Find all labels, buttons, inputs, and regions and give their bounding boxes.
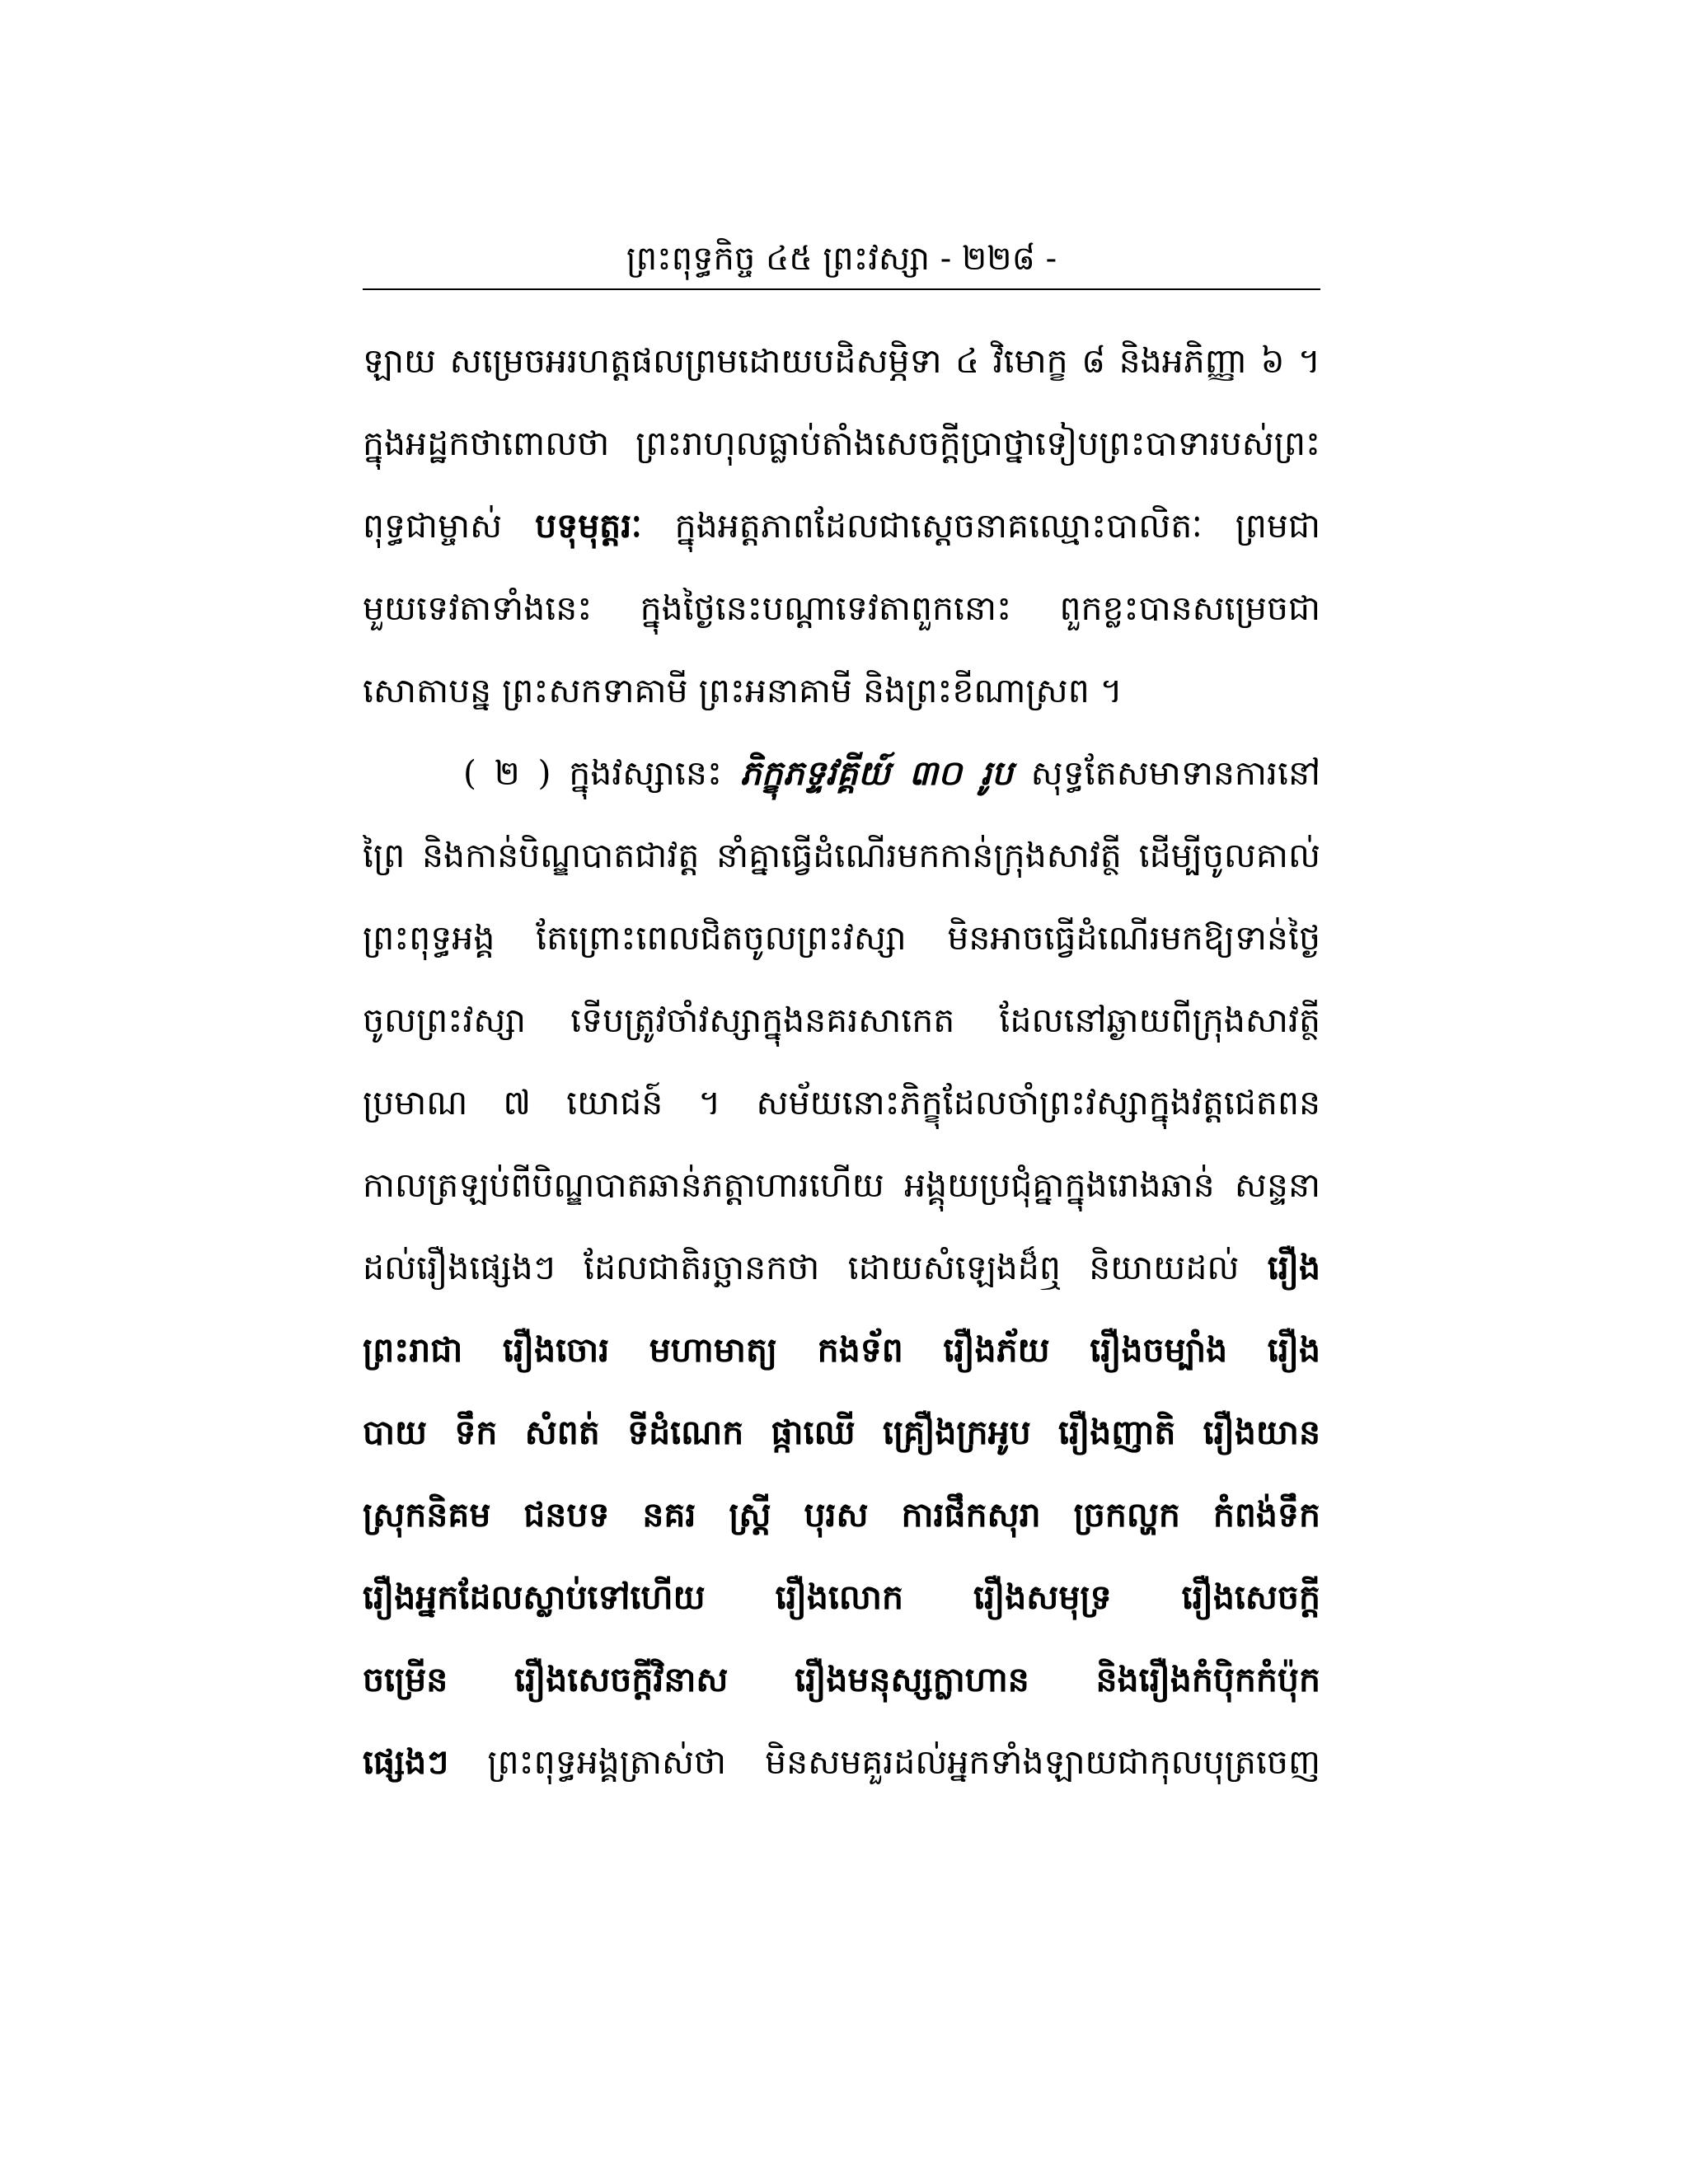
paragraph-end-line: សោតាបន្ន ព្រះសកទាគាមី ព្រះអនាគាមី និងព្រះខីណាស្រព ។ xyxy=(363,671,1123,710)
bold-text-line: បាយ ទឹក សំពត់ ទីដំណេក ផ្កាឈើ គ្រឿងក្រអូប រឿងញាតិ រឿងយាន xyxy=(363,1413,1320,1452)
text-line: ក្នុងអដ្ឋកថាពោលថា ព្រះរាហុលធ្លាប់តាំងសេចក្ដីប្រាថ្នាទៀបព្រះបាទារបស់ព្រះ xyxy=(363,424,1320,463)
paragraph-start-line xyxy=(363,732,1320,814)
text-line: ព្រះពុទ្ធអង្គ តែព្រោះពេលជិតចូលព្រះវស្សា មិនអាចធ្វើដំណើរមកឱ្យទាន់ថ្ងៃ xyxy=(363,918,1320,958)
text-line: ព្រៃ និងកាន់បិណ្ឌបាតជាវត្ត នាំគ្នាធ្វើដំណើរមកកាន់ក្រុងសាវត្ថី ដើម្បីចូលគាល់ xyxy=(363,836,1320,875)
text-run: ដល់រឿងផ្សេងៗ ដែលជាតិរច្ឆានកថា ដោយសំឡេងដ៏ឮ និយាយដល់ xyxy=(363,1248,1268,1287)
text-line xyxy=(363,485,1320,567)
text-run: ពុទ្ធជាម្ចាស់ xyxy=(363,506,536,546)
text-line: ឡាយ សម្រេចអរហត្តផលព្រមដោយបដិសម្ភិទា ៤ វិមោក្ខ ៨ និងអភិញ្ញា ៦ ។ xyxy=(363,341,1320,381)
text-run: ក្នុងអត្តភាពដែលជាស្ដេចនាគឈ្មោះបាលិតៈ ព្រមជា xyxy=(641,506,1320,546)
running-title: ព្រះពុទ្ធកិច្ច ៤៥ ព្រះវស្សា xyxy=(626,240,931,278)
text-run: ព្រះពុទ្ធអង្គត្រាស់ថា មិនសមគួរដល់អ្នកទាំងឡាយជាកុលបុត្រចេញ xyxy=(448,1742,1320,1782)
text-line: ចូលព្រះវស្សា ទើបត្រូវចាំវស្សាក្នុងនគរសាកេត ដែលនៅឆ្ងាយពីក្រុងសាវត្ថី xyxy=(363,1001,1320,1040)
text-run: ( ២ ) ក្នុងវស្សានេះ xyxy=(463,753,740,793)
page-number: - ២២៨ - xyxy=(940,240,1057,278)
bold-text-line: រឿងអ្នកដែលស្លាប់ទៅហើយ រឿងលោក រឿងសមុទ្រ រឿងសេចក្ដី xyxy=(363,1577,1320,1617)
bold-term: ផ្សេងៗ xyxy=(363,1742,449,1782)
header-rule xyxy=(363,288,1320,290)
text-line: កាលត្រឡប់ពីបិណ្ឌបាតឆាន់ភត្តាហារហើយ អង្គុយប្រជុំគ្នាក្នុងរោងឆាន់ សន្ទនា xyxy=(363,1165,1320,1205)
text-run: សុទ្ធតែសមាទានការនៅ xyxy=(1012,753,1320,793)
bold-term: រឿង xyxy=(1267,1248,1320,1287)
running-header xyxy=(363,232,1320,285)
text-line: ប្រមាណ ៧ យោជន៍ ។ សម័យនោះភិក្ខុដែលចាំព្រះវស្សាក្នុងវត្តជេតពន xyxy=(363,1083,1320,1122)
bold-text-line: ចម្រើន រឿងសេចក្ដីវិនាស រឿងមនុស្សក្លាហាន និងរឿងកំប៉ិកកំប៉ុក xyxy=(363,1660,1320,1699)
bold-text-line: ព្រះរាជា រឿងចោរ មហាមាត្យ កងទ័ព រឿងភ័យ រឿងចម្បាំង រឿង xyxy=(363,1330,1320,1370)
bold-text-line: ស្រុកនិគម ជនបទ នគរ ស្ត្រី បុរស ការផឹកសុរា ច្រកល្ហក កំពង់ទឹក xyxy=(363,1495,1320,1535)
text-line xyxy=(363,1721,1320,1803)
bold-italic-term: ភិក្ខុភទ្ទវគ្គីយ៍ ៣០ រូប xyxy=(739,753,1013,793)
text-line: មួយទេវតាទាំងនេះ ក្នុងថ្ងៃនេះបណ្ដាទេវតាពួកនោះ ពួកខ្លះបានសម្រេចជា xyxy=(363,588,1320,628)
bold-term: បទុមុត្តរៈ xyxy=(535,506,642,546)
text-line xyxy=(363,1226,1320,1309)
body-text xyxy=(363,320,1320,1803)
